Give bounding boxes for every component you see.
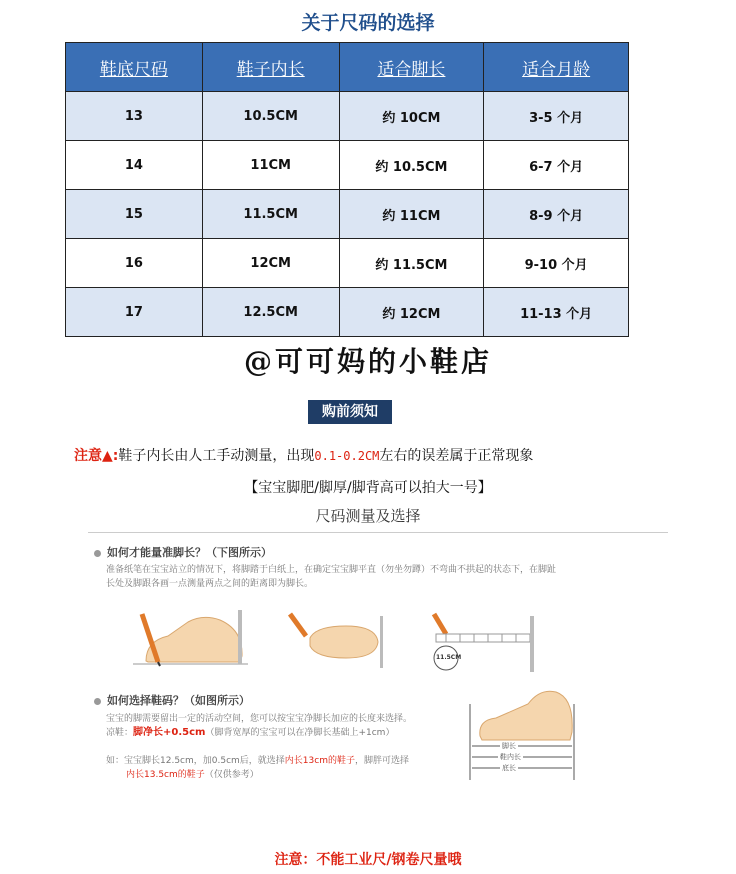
bullet-icon: [94, 698, 101, 705]
instruction-span: （脚背宽厚的宝宝可以在净脚长基础上+1cm）: [205, 728, 395, 738]
table-row: [66, 190, 629, 239]
notice-badge: 购前须知: [308, 400, 392, 424]
shoe-dimension-illustration: [462, 684, 582, 784]
table-cell: 13: [66, 92, 203, 141]
page-title: 关于尺码的选择: [301, 12, 435, 34]
foot-topview-illustration: [286, 612, 386, 670]
instruction-line: [106, 768, 409, 782]
table-row: [66, 92, 629, 141]
ruler-illustration: [430, 612, 542, 676]
table-cell: 12CM: [202, 239, 339, 288]
table-header-cell: 鞋底尺码: [66, 43, 203, 92]
foot-pencil-illustration: [128, 606, 253, 668]
note-text: 左右的误差属于正常现象: [379, 448, 534, 464]
instruction-span: （仅供参考）: [204, 770, 259, 780]
table-cell: 10.5CM: [202, 92, 339, 141]
table-cell: 11.5CM: [202, 190, 339, 239]
table-cell: 12.5CM: [202, 288, 339, 337]
table-row: [66, 288, 629, 337]
ruler-readout: 11.5CM: [436, 654, 462, 661]
table-cell: 15: [66, 190, 203, 239]
instruction-span: 如：宝宝脚长12.5cm，加0.5cm后，就选择: [106, 756, 285, 766]
table-header-cell: 适合月龄: [484, 43, 629, 92]
size-table: [65, 42, 629, 337]
instruction-highlight: 内长13.5cm的鞋子: [126, 770, 205, 780]
table-cell: 6-7 个月: [484, 141, 629, 190]
table-header-cell: 适合脚长: [339, 43, 484, 92]
table-row: [66, 239, 629, 288]
instruction-span: ，脚胖可选择: [354, 756, 409, 766]
instruction-line: [106, 726, 412, 740]
table-cell: 约 11.5CM: [339, 239, 484, 288]
question-heading: [94, 544, 272, 560]
size-tip: 【宝宝脚肥/脚厚/脚背高可以拍大一号】: [244, 480, 492, 496]
table-cell: 11-13 个月: [484, 288, 629, 337]
bullet-icon: [94, 550, 101, 557]
table-cell: 约 12CM: [339, 288, 484, 337]
dim-label: 底长: [502, 764, 516, 772]
instruction-span: 凉鞋：: [106, 728, 134, 738]
table-header-cell: 鞋子内长: [202, 43, 339, 92]
divider: [88, 532, 668, 533]
table-cell: 8-9 个月: [484, 190, 629, 239]
instruction-line: [106, 754, 409, 768]
note-highlight: 0.1-0.2CM: [314, 449, 380, 463]
footer-warning: 注意：不能工业尺/钢卷尺量哦: [274, 852, 462, 868]
instruction-text: [106, 712, 412, 740]
table-cell: 9-10 个月: [484, 239, 629, 288]
table-cell: 14: [66, 141, 203, 190]
instruction-line: 长处及脚跟各画一点测量两点之间的距离即为脚长。: [106, 579, 314, 589]
instruction-line: 宝宝的脚需要留出一定的活动空间，您可以按宝宝净脚长加应的长度来选择。: [106, 714, 413, 724]
table-cell: 16: [66, 239, 203, 288]
question-text: 如何选择鞋码？（如图所示）: [107, 694, 250, 707]
instruction-text: [106, 563, 556, 591]
note-label: 注意▲:: [74, 448, 119, 464]
table-cell: 约 10CM: [339, 92, 484, 141]
question-heading: [94, 692, 250, 708]
instruction-line: 准备纸笔在宝宝站立的情况下，将脚踏于白纸上，在确定宝宝脚平直（勿坐勿蹲）不弯曲不拱起的状态下，在脚趾: [106, 565, 557, 575]
dim-label: 脚长: [502, 742, 516, 750]
table-cell: 17: [66, 288, 203, 337]
question-text: 如何才能量准脚长？（下图所示）: [107, 546, 272, 559]
instruction-highlight: 脚净长+0.5cm: [133, 727, 206, 738]
note-text: 鞋子内长由人工手动测量，出现: [118, 448, 315, 464]
table-cell: 约 11CM: [339, 190, 484, 239]
instruction-example: [106, 754, 409, 782]
table-row: [66, 141, 629, 190]
section-title: 尺码测量及选择: [315, 507, 421, 525]
shop-name: @可可妈的小鞋店: [243, 345, 492, 378]
table-cell: 3-5 个月: [484, 92, 629, 141]
table-cell: 11CM: [202, 141, 339, 190]
dim-label: 鞋内长: [500, 753, 521, 761]
table-header-row: [66, 43, 629, 92]
instruction-highlight: 内长13cm的鞋子: [284, 756, 355, 766]
measurement-note: [74, 445, 533, 465]
table-cell: 约 10.5CM: [339, 141, 484, 190]
